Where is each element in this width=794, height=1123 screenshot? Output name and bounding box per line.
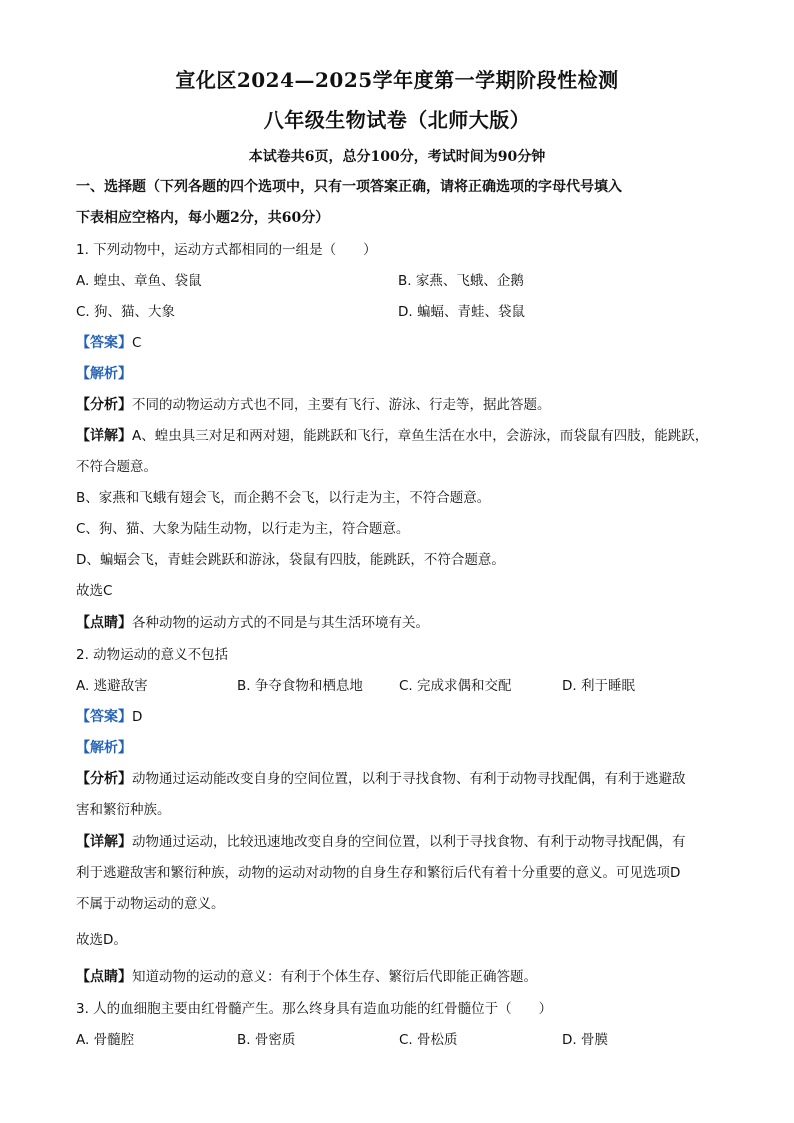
q1-answer: C [132, 335, 142, 351]
q3-option-d: D. 骨膜 [562, 1032, 608, 1048]
exam-title-line1: 宣化区2024—2025学年度第一学期阶段性检测 [175, 68, 619, 92]
q1-comment-row [76, 614, 736, 632]
q1-detail-c: C、狗、猫、大象为陆生动物，以行走为主，符合题意。 [76, 521, 410, 537]
q1-detail-row [76, 427, 736, 445]
q2-analysis-2: 害和繁衍种族。 [76, 802, 171, 818]
comment-label: 【点睛】 [76, 615, 132, 631]
answer-label: 【答案】 [76, 335, 132, 351]
q1-detail-1: A、蝗虫具三对足和两对翅，能跳跃和飞行，章鱼生活在水中，会游泳，而袋鼠有四肢，能跳跃， [132, 428, 709, 444]
q2-choose: 故选D。 [76, 932, 127, 948]
q2-detail-3: 不属于动物运动的意义。 [76, 896, 225, 912]
q2-answer-row [76, 708, 736, 726]
detail-label: 【详解】 [76, 834, 132, 850]
q2-option-a: A. 逃避敌害 [76, 678, 148, 694]
section-heading-line1: 一、选择题（下列各题的四个选项中，只有一项答案正确，请将正确选项的字母代号填入 [76, 179, 622, 195]
answer-label: 【答案】 [76, 709, 132, 725]
explain-label: 【解析】 [76, 366, 132, 382]
q1-option-b: B. 家燕、飞蛾、企鹅 [398, 273, 524, 289]
q3-stem: 3. 人的血细胞主要由红骨髓产生。那么终身具有造血功能的红骨髓位于（ ） [76, 1001, 553, 1017]
q2-comment: 知道动物的运动的意义：有利于个体生存、繁衍后代即能正确答题。 [132, 969, 537, 985]
q1-analysis-row [76, 396, 736, 414]
exam-title-line2: 八年级生物试卷（北师大版） [263, 108, 531, 132]
q2-stem: 2. 动物运动的意义不包括 [76, 647, 229, 663]
q2-comment-row [76, 968, 736, 986]
comment-label: 【点睛】 [76, 969, 132, 985]
q2-answer: D [132, 709, 143, 725]
q1-detail-b: B、家燕和飞蛾有翅会飞，而企鹅不会飞，以行走为主，不符合题意。 [76, 490, 491, 506]
q1-option-a: A. 蝗虫、章鱼、袋鼠 [76, 273, 202, 289]
q1-stem: 1. 下列动物中，运动方式都相同的一组是（ ） [76, 242, 377, 258]
q2-analysis-row [76, 770, 736, 788]
q2-detail-row [76, 833, 736, 851]
q2-option-b: B. 争夺食物和栖息地 [237, 678, 363, 694]
q2-detail-1: 动物通过运动，比较迅速地改变自身的空间位置，以利于寻找食物、有利于动物寻找配偶，有 [132, 834, 686, 850]
q1-detail-d: D、蝙蝠会飞，青蛙会跳跃和游泳，袋鼠有四肢，能跳跃，不符合题意。 [76, 552, 505, 568]
q2-option-d: D. 利于睡眠 [562, 678, 635, 694]
q3-option-b: B. 骨密质 [237, 1032, 296, 1048]
q1-option-c: C. 狗、猫、大象 [76, 304, 176, 320]
q1-detail-2: 不符合题意。 [76, 459, 157, 475]
explain-label: 【解析】 [76, 740, 132, 756]
q1-choose: 故选C [76, 583, 113, 599]
q2-option-c: C. 完成求偶和交配 [399, 678, 512, 694]
q1-comment: 各种动物的运动方式的不同是与其生活环境有关。 [132, 615, 429, 631]
q3-option-c: C. 骨松质 [399, 1032, 458, 1048]
q1-option-d: D. 蝙蝠、青蛙、袋鼠 [398, 304, 525, 320]
section-heading-line2: 下表相应空格内，每小题2分，共60分） [76, 210, 330, 226]
q3-option-a: A. 骨髓腔 [76, 1032, 135, 1048]
q2-detail-2: 利于逃避敌害和繁衍种族，动物的运动对动物的自身生存和繁衍后代有着十分重要的意义。可见选项D [76, 865, 681, 881]
analysis-label: 【分析】 [76, 771, 132, 787]
detail-label: 【详解】 [76, 428, 132, 444]
q1-analysis: 不同的动物运动方式也不同，主要有飞行、游泳、行走等，据此答题。 [132, 397, 551, 413]
q1-answer-row [76, 334, 736, 352]
analysis-label: 【分析】 [76, 397, 132, 413]
q2-explain-row [76, 739, 736, 757]
q2-analysis-1: 动物通过运动能改变自身的空间位置，以利于寻找食物、有利于动物寻找配偶，有利于逃避敌 [132, 771, 686, 787]
exam-info: 本试卷共6页，总分100分，考试时间为90分钟 [248, 149, 546, 165]
q1-explain-row [76, 365, 736, 383]
